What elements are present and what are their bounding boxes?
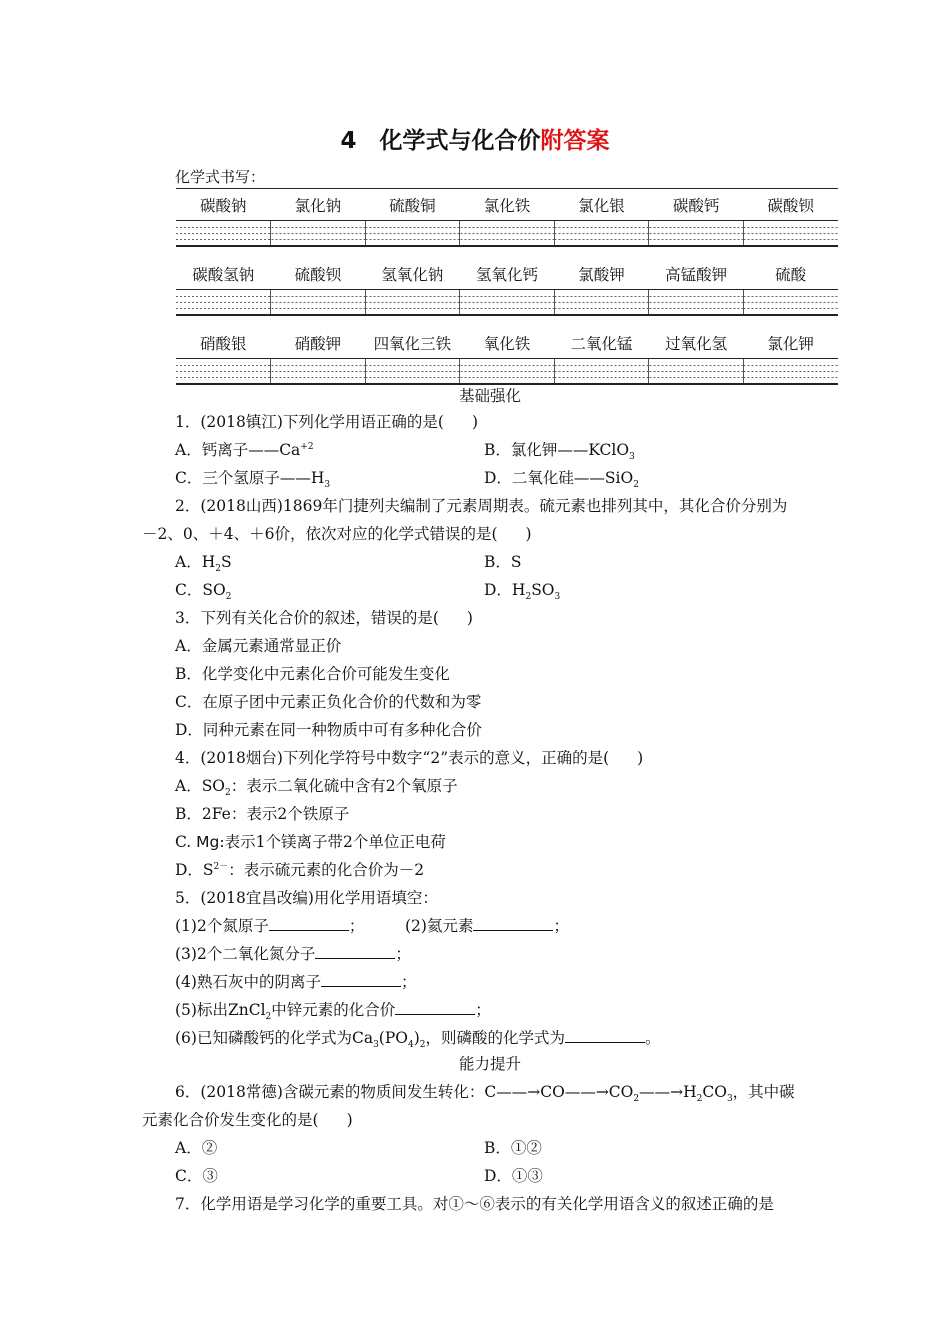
answer-cell[interactable] [649,359,744,385]
option-a[interactable]: A．$SO_2$：表示二氧化硫中含有2个氧原子 [175,777,458,799]
table-cell: 氯化钠 [271,189,366,221]
option-c[interactable]: C．在原子团中元素正负化合价的代数和为零 [175,693,482,711]
table-cell: 氯化银 [554,189,649,221]
option-a[interactable]: A．钙离子$——Ca^{+2}$ [175,441,314,459]
answer-cell[interactable] [365,290,460,316]
option-a[interactable]: A．$H_2S$ [175,553,232,575]
answer-row [176,359,838,385]
option-d[interactable]: D．同种元素在同一种物质中可有多种化合价 [175,721,482,739]
question-stem: 7．化学用语是学习化学的重要工具。对①～⑥表示的有关化学用语含义的叙述正确的是 [175,1195,774,1213]
table-cell: 氯化铁 [460,189,555,221]
option-c[interactable]: C. Mg:表示1个镁离子带2个单位正电荷 [175,833,446,851]
answer-cell[interactable] [365,359,460,385]
option-d[interactable]: D．二氧化硅——SiO$_2$ [484,469,639,491]
page-title [0,122,950,155]
question-stem-cont: 元素化合价发生变化的是( ) [142,1111,353,1129]
option-b[interactable]: B．氯化钾——KClO$_3$ [484,441,635,463]
table-row [176,258,838,290]
option-b[interactable]: B．化学变化中元素化合价可能发生变化 [175,665,450,683]
question-stem: 3．下列有关化合价的叙述，错误的是( ) [175,609,473,627]
table-cell: 碳酸氢钠 [176,258,271,290]
option-b[interactable]: B．①② [484,1139,542,1157]
formula-table [176,188,838,385]
table-cell: 硝酸银 [176,327,271,359]
answer-cell[interactable] [460,359,555,385]
question-stem: 4．(2018烟台)下列化学符号中数字“2”表示的意义，正确的是( ) [175,749,644,767]
section-heading: 基础强化 [458,387,521,405]
option-d[interactable]: D．$H_2SO_3$ [484,581,561,603]
answer-cell[interactable] [176,359,271,385]
option-b[interactable]: B．S [484,553,522,571]
fill-blank-3[interactable]: (3)2个二氧化氮分子 ； [175,945,411,963]
option-d[interactable]: D．$S^{2-}$：表示硫元素的化合价为－2 [175,861,425,879]
question-stem: 6．(2018常德)含碳元素的物质间发生转化：$C——\to CO——\to CO_2——\to H_2CO_3$，其中碳 [175,1083,795,1105]
table-cell: 氢氧化钠 [365,258,460,290]
section-heading: 能力提升 [458,1055,521,1073]
answer-cell[interactable] [460,221,555,247]
question-stem: 5．(2018宜昌改编)用化学用语填空： [175,889,438,907]
table-cell: 二氧化锰 [554,327,649,359]
answer-cell[interactable] [649,221,744,247]
answer-cell[interactable] [271,221,366,247]
answer-row [176,221,838,247]
table-cell: 碳酸钡 [743,189,838,221]
table-row [176,327,838,359]
option-b[interactable]: B．2Fe：表示2个铁原子 [175,805,350,823]
fill-blank-2[interactable]: (2)氦元素 ； [405,917,569,935]
fill-blank-1[interactable]: (1)2个氮原子 ； [175,917,365,935]
table-cell: 氢氧化钙 [460,258,555,290]
table-cell: 四氧化三铁 [365,327,460,359]
table-cell: 氧化铁 [460,327,555,359]
answer-cell[interactable] [554,359,649,385]
answer-cell[interactable] [554,290,649,316]
answer-cell[interactable] [554,221,649,247]
option-a[interactable]: A．金属元素通常显正价 [175,637,342,655]
answer-cell[interactable] [743,359,838,385]
title-highlight: 附答案 [540,128,610,154]
option-a[interactable]: A．② [175,1139,218,1157]
table-cell: 氯化钾 [743,327,838,359]
answer-cell[interactable] [460,290,555,316]
answer-cell[interactable] [365,221,460,247]
table-cell: 硫酸钡 [271,258,366,290]
question-stem: 1．(2018镇江)下列化学用语正确的是( ) [175,413,479,431]
answer-cell[interactable] [649,290,744,316]
table-cell: 过氧化氢 [649,327,744,359]
table-row [176,189,838,221]
fill-blank-6[interactable]: (6)已知磷酸钙的化学式为$Ca_3(PO_4)_2$，则磷酸的化学式为 。 [175,1029,661,1051]
question-stem-cont: －2、0、＋4、＋6价，依次对应的化学式错误的是( ) [142,525,532,543]
title-main: 4 化学式与化合价 [340,128,541,154]
fill-blank-4[interactable]: (4)熟石灰中的阴离子 ； [175,973,417,991]
answer-cell[interactable] [176,221,271,247]
table-cell: 高锰酸钾 [649,258,744,290]
table-cell: 硝酸钾 [271,327,366,359]
option-c[interactable]: C．$SO_2$ [175,581,232,603]
answer-cell[interactable] [271,290,366,316]
table-cell: 硫酸 [743,258,838,290]
answer-cell[interactable] [271,359,366,385]
option-c[interactable]: C．③ [175,1167,218,1185]
question-stem: 2．(2018山西)1869年门捷列夫编制了元素周期表。硫元素也排列其中，其化合价分别为 [175,497,788,515]
table-cell: 氯酸钾 [554,258,649,290]
option-c[interactable]: C．三个氢原子$——H_3$ [175,469,331,491]
answer-cell[interactable] [743,221,838,247]
answer-row [176,290,838,316]
fill-blank-5[interactable]: (5)标出ZnCl$_2$中锌元素的化合价 ； [175,1001,491,1023]
section-subtitle: 化学式书写： [175,168,266,186]
table-cell: 碳酸钙 [649,189,744,221]
answer-cell[interactable] [176,290,271,316]
table-cell: 碳酸钠 [176,189,271,221]
table-cell: 硫酸铜 [365,189,460,221]
option-d[interactable]: D．①③ [484,1167,543,1185]
answer-cell[interactable] [743,290,838,316]
